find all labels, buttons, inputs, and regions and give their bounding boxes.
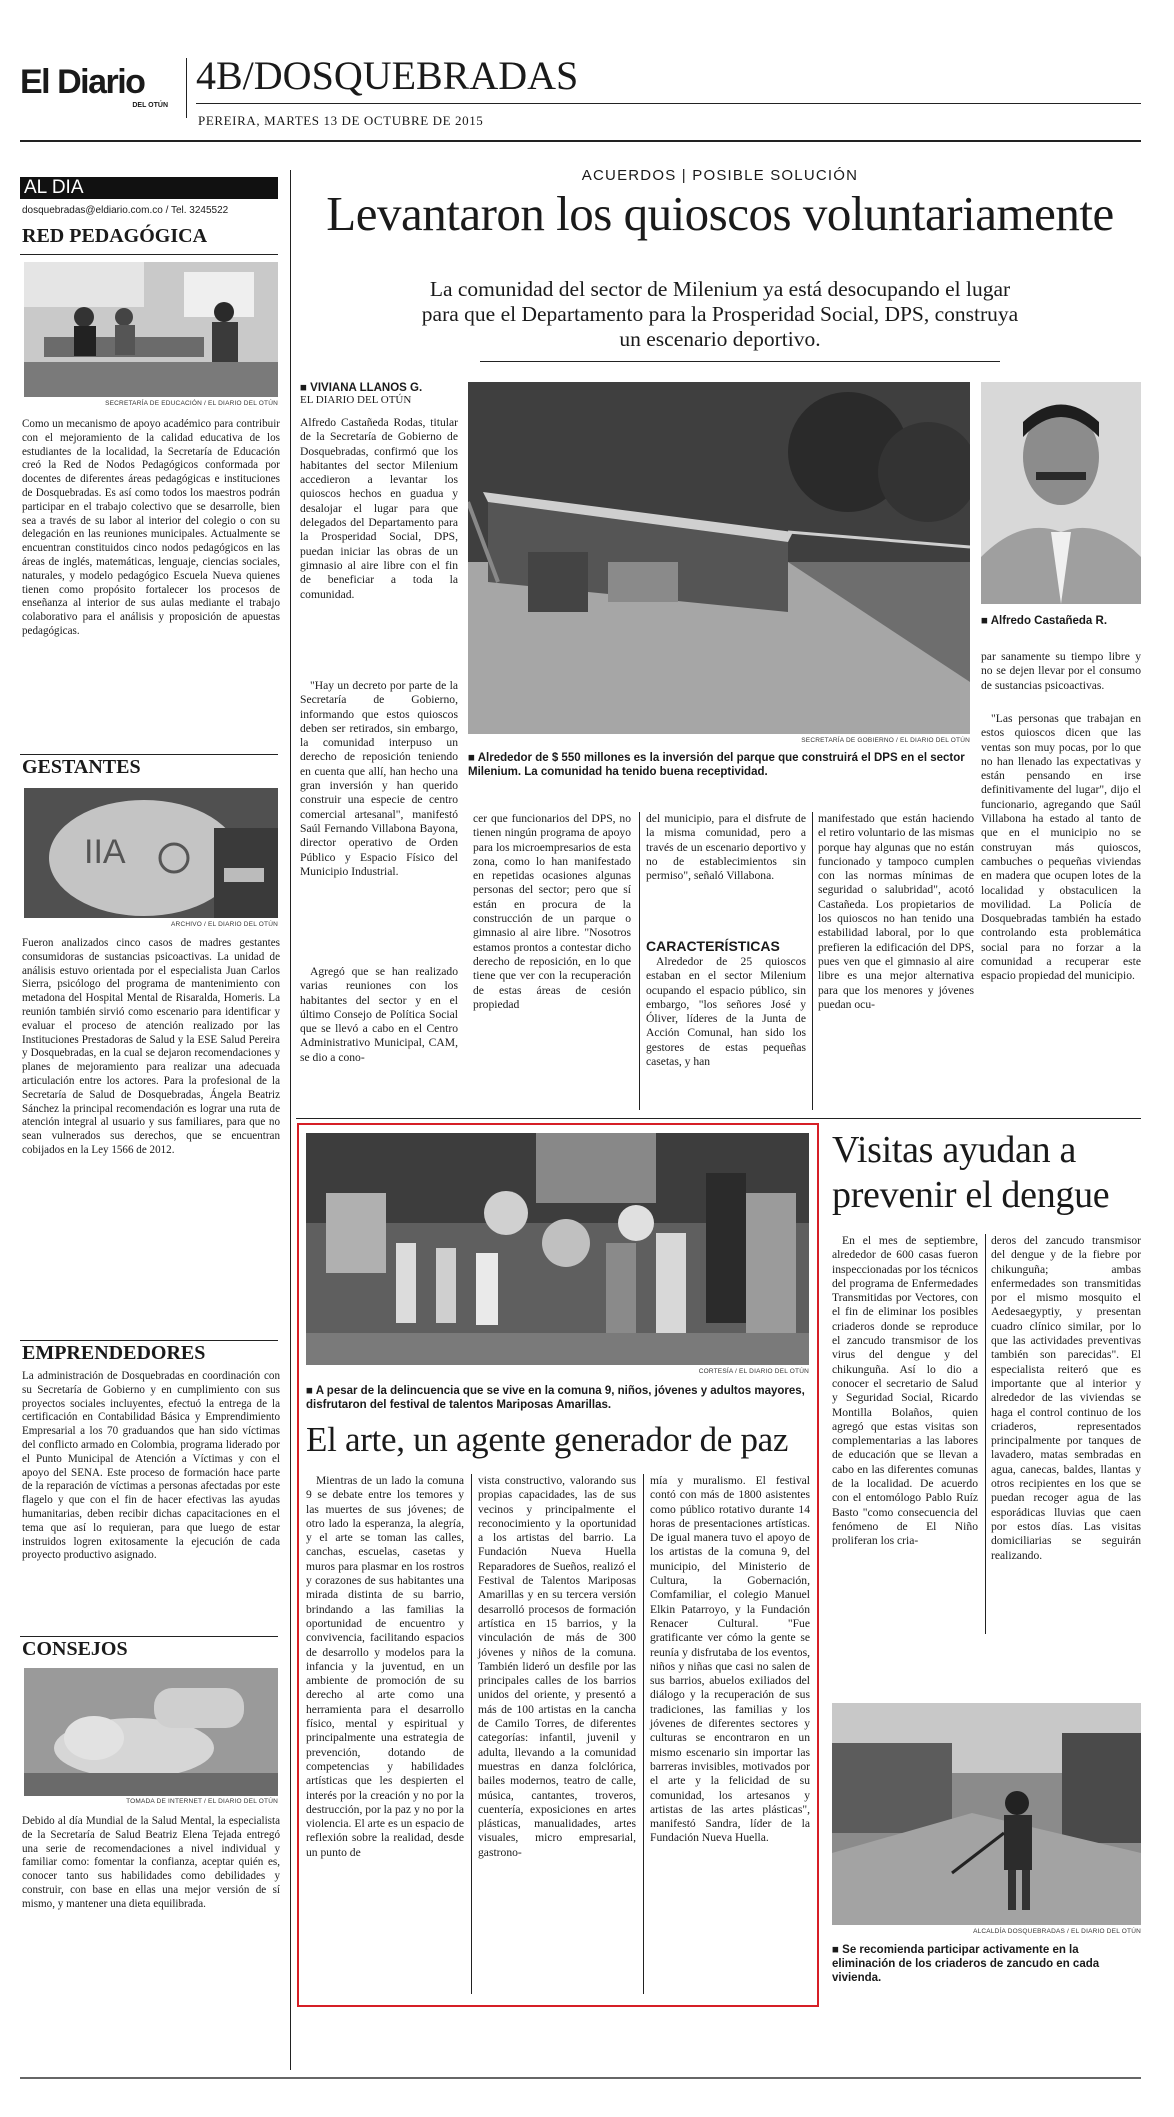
fumigation-photo xyxy=(832,1703,1141,1925)
arte-col-divider-2 xyxy=(643,1474,644,1994)
header-divider xyxy=(186,58,187,118)
parade-photo-caption xyxy=(306,1384,809,1412)
dengue-headline xyxy=(832,1128,1142,1218)
page-bottom-rule xyxy=(20,2077,1141,2079)
parade-photo-credit: CORTESÍA / EL DIARIO DEL OTÚN xyxy=(698,1368,809,1375)
deck-line-2: para que el Departamento para la Prosperidad Social, DPS, construya xyxy=(421,302,1019,326)
kiosks-photo-credit: SECRETARÍA DE GOBIERNO / EL DIARIO DEL OTÚN xyxy=(801,737,970,744)
masthead-logo xyxy=(20,62,180,112)
dengue-col2: deros del zancudo transmisor del dengue y de la fiebre por chikunguña; ambas enfermedades son transmitidas por el mismo mosquito el Aedesaegyptiy, y presentan cuadro clínico similar, por lo que las actividades preventivas también son parecidas". El especialista reiteró que es importante que al interior y alrededor de las viviendas se haga el control continuo de los criaderos, representados principalmente por tanques de lavadero, matas sembradas en agua, canecas, baldes, llantas y otros recipientes en los que se puedan recoger agua de las esporádicas lluvias que caen por estos días. Las visitas domiciliarias se seguirán realizando. xyxy=(991,1234,1141,1562)
fumigation-photo-caption xyxy=(832,1943,1141,1985)
sidebar-rule-2 xyxy=(20,754,278,755)
sidebar-label-text: AL DIA xyxy=(24,177,84,198)
main-story-bottom-rule xyxy=(296,1118,1141,1119)
kicker xyxy=(300,167,1140,184)
main-col-divider-1 xyxy=(639,812,640,1110)
relaxation-photo-credit: TOMADA DE INTERNET / EL DIARIO DEL OTÚN xyxy=(126,1798,278,1805)
issue-date: PEREIRA, MARTES 13 DE OCTUBRE DE 2015 xyxy=(198,113,484,128)
characteristics-subhead: CARACTERÍSTICAS xyxy=(646,938,780,954)
svg-text:IIA: IIA xyxy=(84,833,126,871)
sidebar-contact: dosquebradas@eldiario.com.co / Tel. 3245522 xyxy=(22,205,229,216)
gestantes-title: GESTANTES xyxy=(22,756,141,778)
deck-line-1: La comunidad del sector de Milenium ya está desocupando el lugar xyxy=(429,277,1011,301)
sidebar-column-divider xyxy=(290,170,291,2070)
caption-square-icon: ■ xyxy=(468,752,478,764)
arte-col-divider-1 xyxy=(471,1474,472,1994)
pregnancy-photo-credit: ARCHIVO / EL DIARIO DEL OTÚN xyxy=(171,921,278,928)
sidebar-rule-1 xyxy=(20,254,278,255)
sidebar-rule-3 xyxy=(20,1340,278,1341)
main-col3-b: Alrededor de 25 quioscos estaban en el sector Milenium ocupando el espacio público, sin embargo, "los señores José y Óliver, líderes de la Junta de Acción Comunal, han sido los gestores de estas pequeñas casetas, y han xyxy=(646,955,806,1069)
header-rule xyxy=(196,103,1141,104)
deck-line-3: un escenario deportivo. xyxy=(619,327,821,351)
parade-square-icon: ■ xyxy=(306,1385,316,1397)
emprendedores-title: EMPRENDEDORES xyxy=(22,1342,206,1364)
main-col3: del municipio, para el disfrute de la misma comunidad, pero a través de un escenario deportivo y no de establecimientos sin permiso", señaló Villabona. xyxy=(646,812,806,883)
arte-headline: El arte, un agente generador de paz xyxy=(306,1420,789,1459)
kiosks-photo xyxy=(468,382,970,734)
header-bottom-rule xyxy=(20,140,1141,142)
classroom-photo-credit: SECRETARÍA DE EDUCACIÓN / EL DIARIO DEL OTÚN xyxy=(105,400,278,407)
main-deck xyxy=(300,277,1140,352)
sidebar-label xyxy=(20,177,278,199)
sidebar-rule-4 xyxy=(20,1636,278,1637)
main-col1-bot: Agregó que se han realizado varias reuniones con los habitantes del sector y en el último Consejo de Política Social que se llevó a cabo en el Centro Administrativo Municipal, CAM, se dio a cono- xyxy=(300,965,458,1064)
main-col1-top: Alfredo Castañeda Rodas, titular de la Secretaría de Gobierno de Dosquebradas, confirmó que los habitantes del sector Milenium accedieron a levantar los quioscos hechos en guadua y desalojar el lugar para que delegados del Departamento para la Prosperidad Social, DPS, puedan iniciar las obras de un gimnasio al aire libre con el fin de beneficiar a toda la comunidad. xyxy=(300,416,458,601)
section-title: 4B/DOSQUEBRADAS xyxy=(196,53,579,98)
byline-outlet: EL DIARIO DEL OTÚN xyxy=(300,394,412,406)
parade-photo xyxy=(306,1133,809,1365)
kiosks-caption-text: Alrededor de $ 550 millones es la inversión del parque que construirá el DPS en el sector Milenium. La comunidad ha tenido buena receptividad. xyxy=(468,752,965,778)
consejos-title: CONSEJOS xyxy=(22,1638,128,1660)
fumigation-square-icon: ■ xyxy=(832,1944,843,1956)
main-col4: manifestado que están haciendo el retiro voluntario de las mismas porque hay algunas que no están funcionado y tampoco cumplen con las normas mínimas de seguridad o salubridad", acotó Castañeda. Los propietarios de los quioscos no han tenido una estabilidad laboral, por lo que prefieren la edificación del DPS, pues ven que el gimnasio al aire libre es una mejor alternativa para que los menores y jóvenes puedan ocu- xyxy=(818,812,974,1011)
logo-text: El Diario xyxy=(20,63,145,101)
kicker-separator: | xyxy=(681,167,693,184)
kicker-left: ACUERDOS xyxy=(581,167,677,184)
main-headline: Levantaron los quioscos voluntariamente xyxy=(326,186,1114,241)
portrait-photo xyxy=(981,382,1141,604)
red-pedagogica-title: RED PEDAGÓGICA xyxy=(22,225,208,247)
fumigation-caption-text: Se recomienda participar activamente en la eliminación de los criaderos de zancudo en cada vivienda. xyxy=(832,1944,1100,1984)
red-pedagogica-body: Como un mecanismo de apoyo académico para contribuir con el mejoramiento de la calidad educativa de los estudiantes de la localidad, la Secretaría de Educación creó la Red de Nodos Pedagógicos conformada por docentes de diferentes áreas pedagógicas e instituciones de Dosquebradas. Es así como todos los maestros podrán participar en el trabajo colectivo que se desarrolle, bien sea a través de su labor al interior del colegio o con su delegación en las reuniones municipales. Actualmente se encuentran constituidos cinco nodos pedagógicos en las áreas de inglés, matemáticas, lenguaje, ciencias sociales, naturales, y modelo pedagógico Escuela Nueva quienes tienen como propósito fortalecer los procesos de enseñanza al interior de sus aulas mediante el trabajo colaborativo para el análisis y proposición de apuestas pedagógicas. xyxy=(22,418,280,637)
classroom-photo xyxy=(24,262,278,397)
arte-col3: mía y muralismo. El festival contó con más de 1800 asistentes como público rotativo durante 14 horas de presentaciones artísticas. De igual manera tuvo el apoyo de los artistas de la comuna 9, del municipio, del Ministerio de Cultura, la Gobernación, Comfamiliar, el colegio Manuel Elkin Patarroyo, y la Fundación Renacer Cultural. "Fue gratificante ver cómo la gente se reunía y disfrutaba de los eventos, niños y niñas que casi no salen de sus barrios, abuelos exiliados del diálogo y la recuperación de sus tradiciones, las familias y los jóvenes de diferentes sectores y culturas se encontraron en un mismo escenario sin importar las barreras invisibles, motivados por el arte y la felicidad de su comunidad, los artesanos y artistas de las artes plásticas", manifestó Sandra, líder de la Fundación Nueva Huella. xyxy=(650,1474,810,1845)
logo-subtext: DEL OTÚN xyxy=(132,102,168,109)
portrait-square-icon: ■ xyxy=(981,615,991,627)
byline-square-icon: ■ xyxy=(300,382,311,394)
portrait-caption xyxy=(981,614,1141,628)
kicker-right: POSIBLE SOLUCIÓN xyxy=(692,167,859,184)
dengue-headline-line-2: prevenir el dengue xyxy=(832,1174,1110,1216)
dengue-headline-line-1: Visitas ayudan a xyxy=(832,1129,1077,1171)
dengue-col-divider xyxy=(985,1234,986,1634)
relaxation-photo xyxy=(24,1668,278,1796)
byline-name xyxy=(300,382,458,394)
main-col2: cer que funcionarios del DPS, no tienen ningún programa de apoyo para los microempresarios de esta zona, como lo han manifestado en repetidas ocasiones algunas personas del sector; pero que sí están en procura de la construcción de un parque o gimnasio al aire libre. "Nosotros estamos prontos a contestar dicho derecho de reposición, en lo que tiene que ver con la recuperación de estas áreas de cesión propiedad xyxy=(473,812,631,1011)
main-col1-mid: "Hay un decreto por parte de la Secretaría de Gobierno, informando que estos quioscos deben ser retirados, sin embargo, la comunidad interpuso un derecho de reposición teniendo en cuenta que allí, han hecho una gran inversión y han querido construir una especie de centro comercial artesanal", manifestó Saúl Fernando Villabona Bayona, director operativo de Orden Público y Espacio Físico del Municipio Industrial. xyxy=(300,679,458,878)
fumigation-photo-credit: ALCALDÍA DOSQUEBRADAS / EL DIARIO DEL OTÚN xyxy=(973,1928,1141,1935)
arte-col2: vista constructivo, valorando sus propias capacidades, las de sus vecinos y principalmente el reconocimiento y la oportunidad a los artistas del barrio. La Fundación Nueva Huella Reparadores de Sueños, realizó el Festival de Talentos Mariposas Amarillas y en su tercera versión desarrolló procesos de formación artística en 15 barrios, y la vinculación de más de 300 jóvenes y niños de la comuna. También lideró un desfile por las principales calles de los barrios unidos del oriente, y presentó a más de 100 artistas en la cancha de Camilo Torres, de diferentes categorías: infantil, juvenil y adulta, llevando a la comunidad muestras en danza folclórica, bailes modernos, teatro de calle, música, cantantes, troveros, cuentería, exposiciones en artes plásticas, manualidades, artes visuales, micro empresarial, gastrono- xyxy=(478,1474,636,1859)
kiosks-photo-caption xyxy=(468,751,970,779)
main-col-divider-2 xyxy=(812,812,813,1110)
deck-rule xyxy=(480,361,1000,362)
main-col5-top: par sanamente su tiempo libre y no se dejen llevar por el consumo de sustancias psicoactivas. xyxy=(981,650,1141,692)
byline-name-text: VIVIANA LLANOS G. xyxy=(310,382,423,394)
consejos-body: Debido al día Mundial de la Salud Mental, la especialista de la Secretaría de Salud Beatriz Elena Tejada entregó una serie de recomendaciones a nivel individual y familiar como: fomentar la confianza, aceptar quién es, conocer tanto sus habilidades como debilidades y construir, con base en ellas una mejor versión de sí mismo, y mantener una dieta equilibrada. xyxy=(22,1815,280,1910)
byline xyxy=(300,382,458,406)
portrait-caption-text: Alfredo Castañeda R. xyxy=(990,615,1108,627)
parade-caption-text: A pesar de la delincuencia que se vive en la comuna 9, niños, jóvenes y adultos mayores, disfrutaron del festival de talentos Mariposas Amarillas. xyxy=(306,1385,805,1411)
main-col5: "Las personas que trabajan en estos quioscos dicen que las ventas son muy pocas, por lo que no han llenado las expectativas y están pensando en irse definitivamente del lugar", dijo el funcionario, agregando que Saúl Villabona ha estado al tanto de que en el municipio no se construyan más quioscos, cambuches o pequeñas viviendas en madera que ocupen lotes de la localidad y obstaculicen la movilidad. La Policía de Dosquebradas también ha estado controlando esta problemática social para no forzar a la comunidad a recuperar este espacio propiedad del municipio. xyxy=(981,712,1141,983)
pregnancy-photo xyxy=(24,788,278,918)
arte-col1: Mientras de un lado la comuna 9 se debate entre los temores y las muertes de sus jóvenes; de otro lado la esperanza, la alegría, y el arte se toman las calles, canchas, escuelas, casetas y muros para plasmar en los rostros y corazones de sus habitantes una mirada distinta de su barrio, brindando a las familias la oportunidad de encuentro y convivencia, facilitando espacios de desarrollo y modelos para la infancia y la juventud, en un ambiente de promoción de su derecho al arte como una herramienta para el desarrollo físico, mental y espiritual y principalmente una estrategia de prevención, dotando de competencias y habilidades artísticas que les despierten el interés por la creación y no por la destrucción, por la paz y no por la violencia. El arte es un espacio de reflexión sobre la realidad, desde un punto de xyxy=(306,1474,464,1859)
gestantes-body: Fueron analizados cinco casos de madres gestantes consumidoras de sustancias psicoactivas. La unidad de análisis estuvo orientada por el especialista Juan Carlos Sierra, psicólogo del programa de mantenimiento con metadona del Hospital Mental de Risaralda, Homeris. La reunión también sirvió como escenario para identificar y evaluar el proceso de atención realizado por las Instituciones Prestadoras de Salud y la ESE Salud Pereira y Dosquebradas, en la cual se dejaron recomendaciones y planes de mejoramiento para realizar una adecuada articulación entre los actores. Para la profesional de la Secretaría de Salud de Dosquebradas, Ángela Beatriz Sánchez la principal recomendación es lograr una ruta de atención integral al usuario y sus familiares, para que no sean vulnerados sus derechos, que se encuentran cobijados en la Ley 1566 de 2012. xyxy=(22,937,280,1156)
emprendedores-body: La administración de Dosquebradas en coordinación con su Secretaría de Gobierno y en cumplimiento con sus proyectos sociales incluyentes, efectuó la entrega de la certificación en Contabilidad Básica y Emprendimiento Empresarial a los 70 graduandos que han sido víctimas del conflicto armado en Colombia, programa liderado por el Punto Municipal de Atención a Víctimas y con el apoyo del SENA. Este proceso de formación hace parte de la reparación de víctimas a personas afectadas por este flagelo y que con el fin de hacer efectivas las ayudas humanitarias, deben recibir dichas capacitaciones en el tema que así lo requieran, para que luego de estar instruidos logren exitosamente la ejecución de cada proyecto productivo asignado. xyxy=(22,1370,280,1562)
dengue-col1: En el mes de septiembre, alrededor de 600 casas fueron inspeccionadas por los técnicos del programa de Enfermedades Transmitidas por Vectores, con el fin de eliminar los posibles criaderos donde se reproduce el zancudo transmisor de los virus del dengue y del chikunguña. Así lo dio a conocer el secretario de Salud y Seguridad Social, Ricardo Montilla Bolaños, quien agregó que estas visitas son complementarias a las labores de educación que se llevan a cabo en las diferentes comunas de la localidad. De acuerdo con el entomólogo Pablo Ruíz Basto "como consecuencia del fenómeno de El Niño proliferan los cria- xyxy=(832,1234,978,1548)
